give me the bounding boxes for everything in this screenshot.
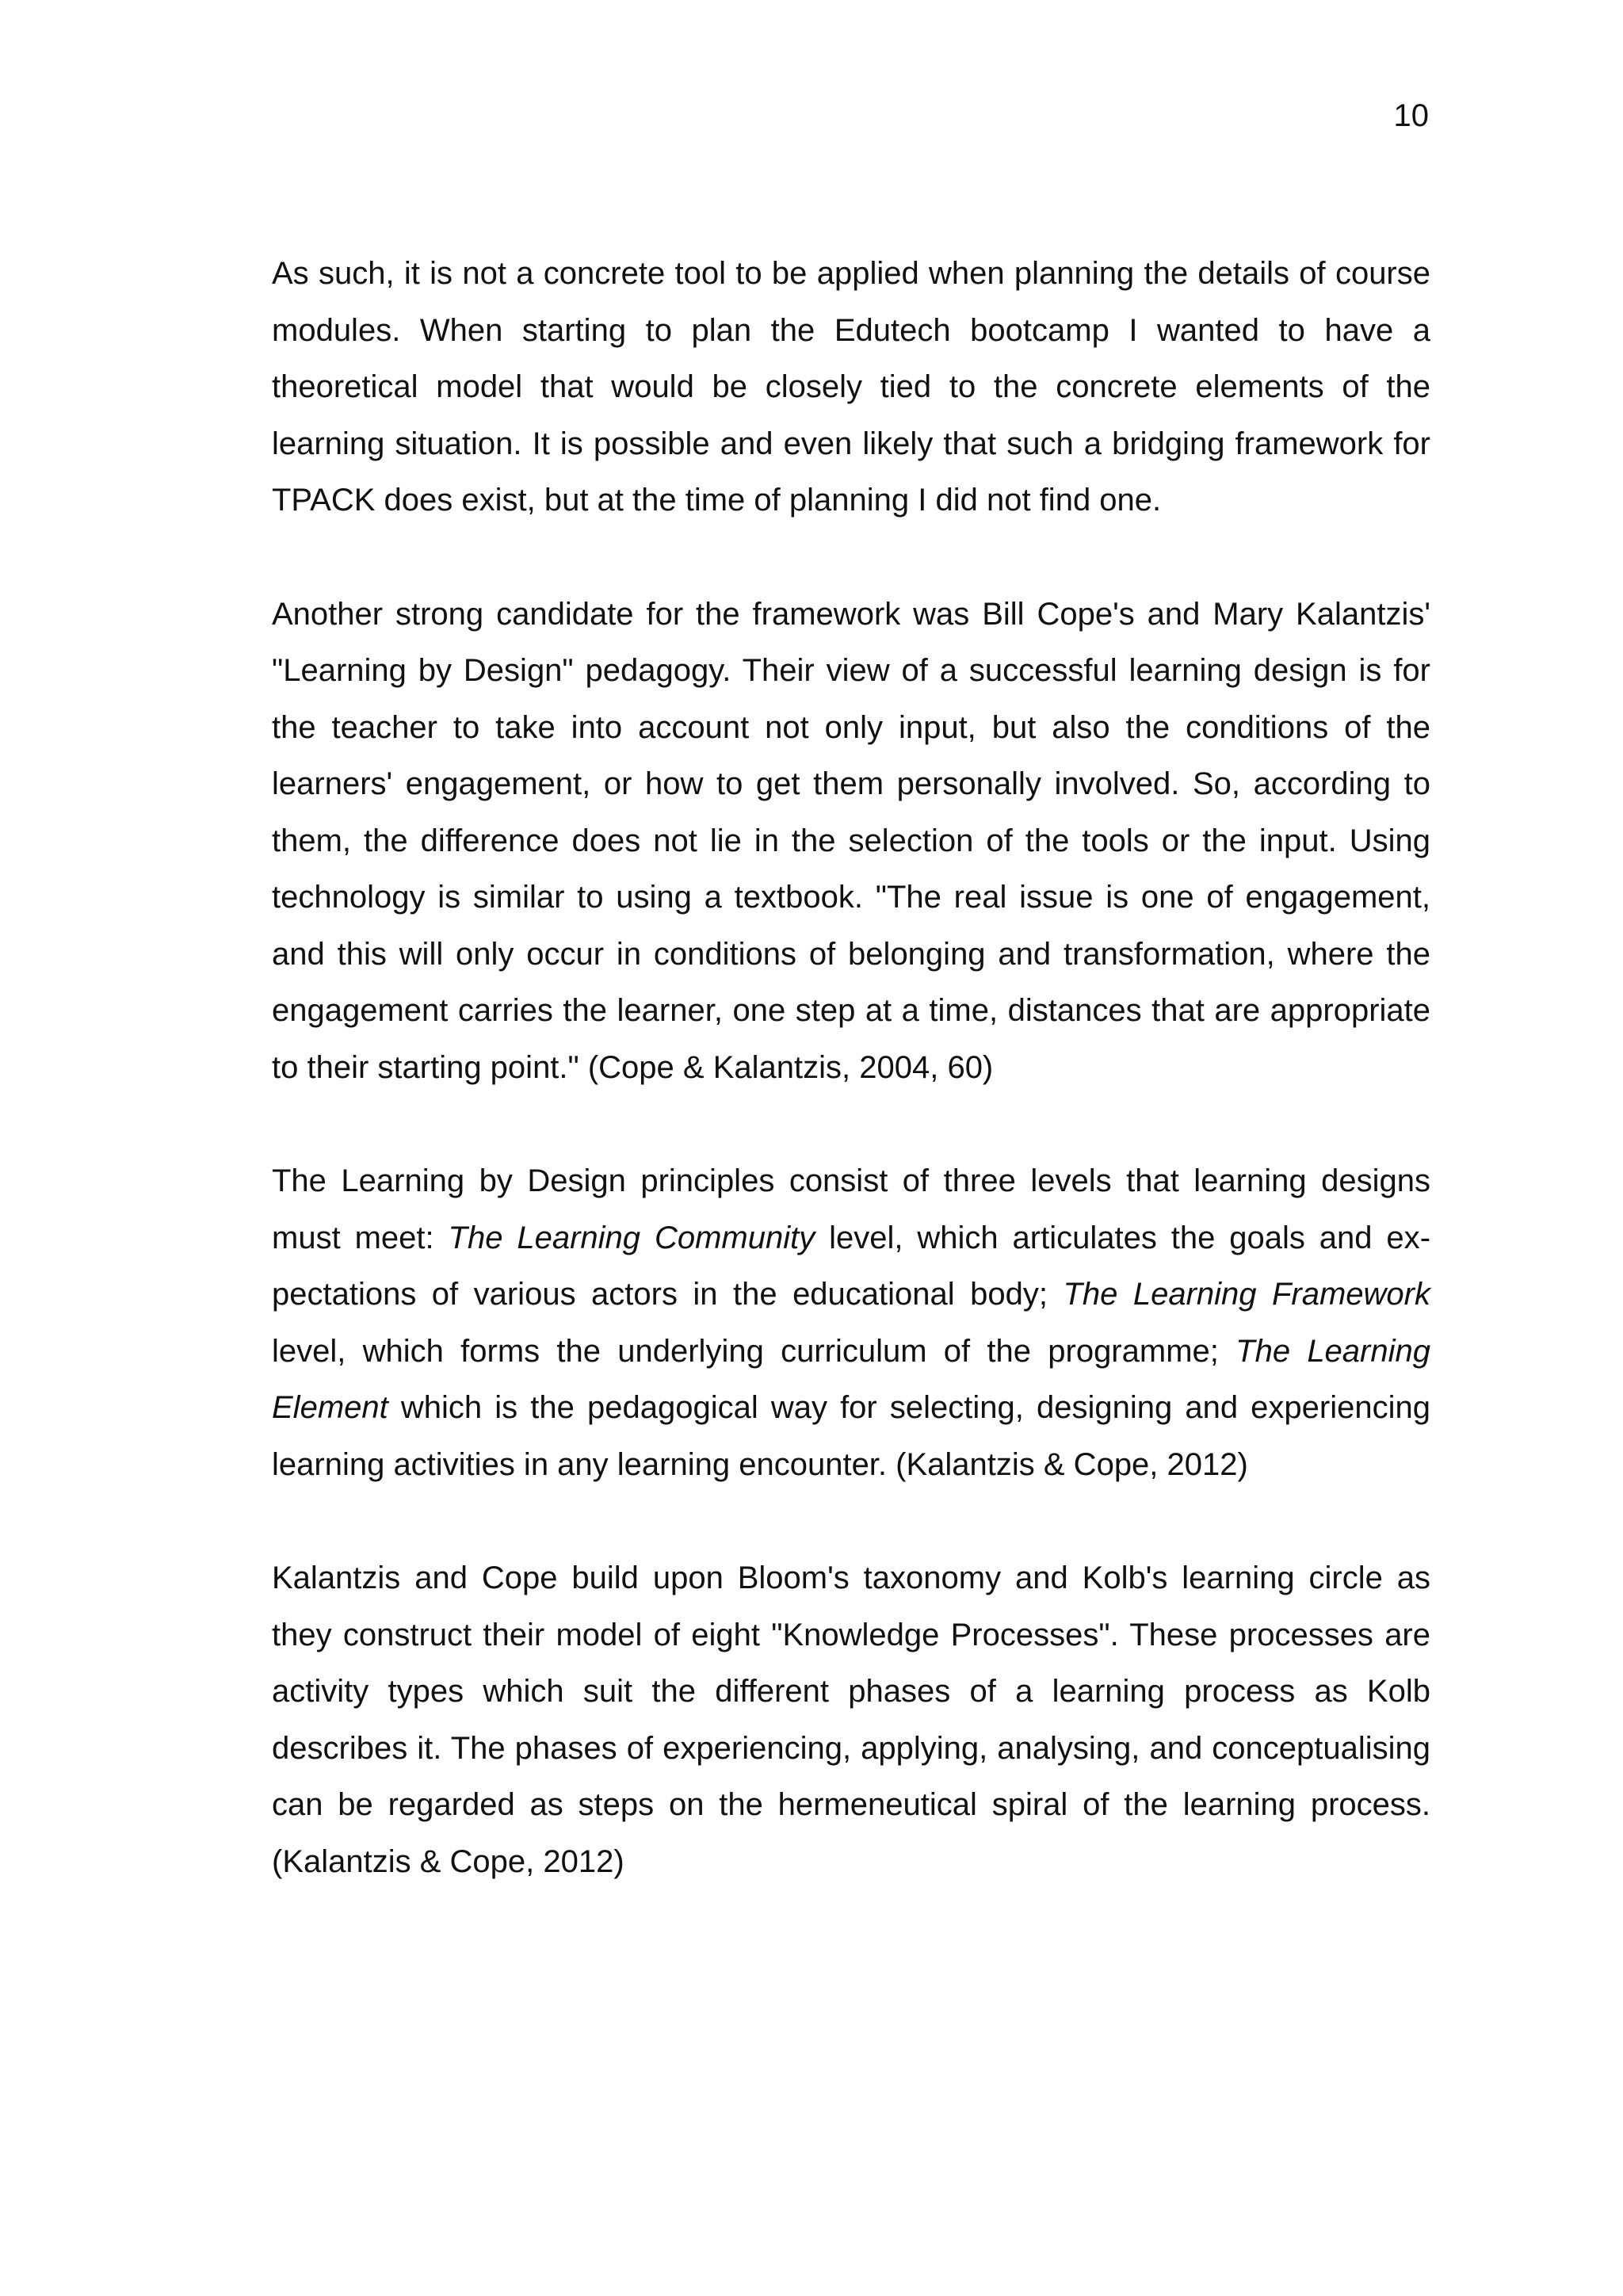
- text-segment: Another strong candidate for the framework was Bill Cope's and Mary Kalantzis' "Learning by Design" pedagogy. Their view of a successful learning design is for the teacher to take into account not only input, but also the conditions of the learners' engagement, or how to get them personally involved. So, according to them, the difference does not lie in the selection of the tools or the input. Using technology is similar to using a textbook. "The real issue is one of engagement, and this will only occur in conditions of belonging and transformation, where the engagement carries the learner, one step at a time, distances that are appropriate to their starting point." (Cope & Kalantzis, 2004, 60): [272, 596, 1430, 1085]
- italic-term-learning-element: The Learning Element: [272, 1333, 1430, 1425]
- paragraph-tpack-limitation: [272, 246, 1430, 529]
- paragraph-learning-by-design: [272, 586, 1430, 1097]
- text-segment: As such, it is not a concrete tool to be applied when planning the details of course modules. When starting to plan the Edutech bootcamp I wanted to have a theoretical model that would be closely tied to the concrete elements of the learning situation. It is possible and even likely that such a bridging framework for TPACK does exist, but at the time of planning I did not find one.: [272, 256, 1430, 518]
- text-segment: The Learning by Design principles consist of three levels that learning designs must meet:: [272, 1163, 1430, 1255]
- paragraph-knowledge-processes: [272, 1550, 1430, 1890]
- body-text: [272, 246, 1430, 1890]
- text-segment: level, which articulates the goals and expectations of various actors in the educational body;: [272, 1220, 1431, 1312]
- text-segment: which is the pedagogical way for selecting, designing and experiencing learning activities in any learning encounter. (Kalantzis & Cope, 2012): [272, 1390, 1430, 1482]
- text-segment: level, which forms the underlying curriculum of the programme;: [272, 1333, 1236, 1369]
- page-number: 10: [1393, 98, 1429, 133]
- italic-term-learning-community: The Learning Community: [448, 1220, 815, 1255]
- italic-term-learning-framework: The Learning Framework: [1063, 1277, 1430, 1312]
- paragraph-design-principles: [272, 1153, 1430, 1493]
- text-segment: Kalantzis and Cope build upon Bloom's taxonomy and Kolb's learning circle as they construct their model of eight "Knowledge Processes". These processes are activity types which suit the different phases of a learning process as Kolb describes it. The phases of experiencing, applying, analysing, and conceptualising can be regarded as steps on the hermeneutical spiral of the learning process. (Kalantzis & Cope, 2012): [272, 1561, 1430, 1879]
